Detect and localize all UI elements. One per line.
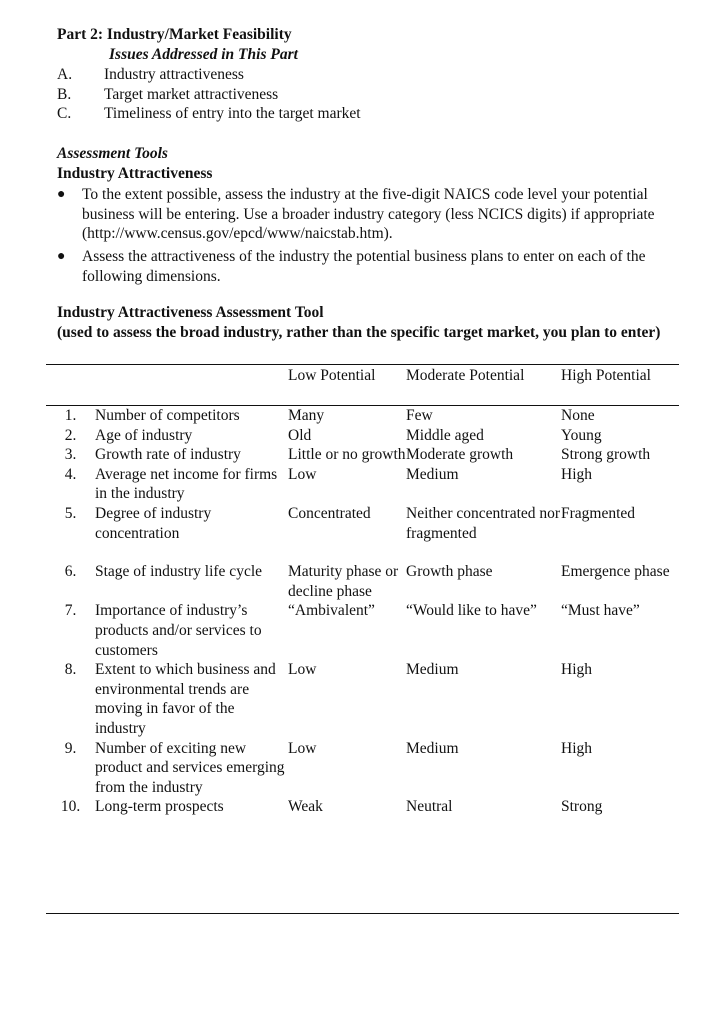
- header-high: High Potential: [561, 367, 651, 384]
- table-row: [46, 739, 679, 798]
- row-high: “Must have”: [561, 602, 640, 620]
- row-moderate: “Would like to have”: [406, 602, 537, 620]
- row-low: Little or no growth: [288, 446, 406, 464]
- table-row: [46, 406, 679, 426]
- assessment-heading: Assessment Tools: [57, 145, 168, 162]
- row-low: Old: [288, 426, 312, 444]
- table-row: [46, 601, 679, 660]
- table-row: [46, 504, 679, 543]
- row-dimension: Number of competitors: [95, 407, 240, 424]
- list-item-text: Timeliness of entry into the target market: [104, 105, 361, 122]
- tool-title-line1: Industry Attractiveness Assessment Tool: [57, 304, 324, 321]
- tool-title: [57, 303, 677, 342]
- table-spacer: [46, 543, 679, 562]
- row-dimension: Extent to which business and environmental trends are moving in favor of the industry: [95, 661, 276, 737]
- row-low: Low: [288, 739, 317, 757]
- list-item-letter: B.: [57, 86, 72, 103]
- row-number: 7.: [64, 602, 77, 620]
- assessment-table: [46, 366, 679, 817]
- row-low: Low: [288, 465, 317, 483]
- row-dimension: Age of industry: [95, 426, 193, 444]
- row-low: Concentrated: [288, 504, 371, 522]
- row-dimension: Degree of industry concentration: [95, 504, 212, 542]
- row-low: Weak: [288, 798, 323, 816]
- row-moderate: Neither concentrated nor fragmented: [406, 504, 561, 542]
- row-dimension: Growth rate of industry: [95, 446, 241, 464]
- table-row: [46, 426, 679, 446]
- bullet-text: To the extent possible, assess the industry at the five-digit NAICS code level your potential business will be entering. Use a broader industry category (less NCICS digits) if appropriate (http://www.census.gov/epcd/www/naicstab.htm).: [82, 186, 655, 243]
- bullet-item: [57, 185, 677, 245]
- row-dimension: Importance of industry’s products and/or services to customers: [95, 602, 262, 659]
- row-moderate: Few: [406, 407, 433, 424]
- list-item-letter: C.: [57, 105, 72, 122]
- row-number: 1.: [64, 407, 77, 424]
- row-moderate: Neutral: [406, 798, 453, 816]
- header-blank: [95, 366, 288, 406]
- row-dimension: Stage of industry life cycle: [95, 563, 263, 581]
- header-blank: [46, 366, 95, 406]
- row-moderate: Middle aged: [406, 426, 484, 444]
- row-dimension: Long-term prospects: [95, 798, 224, 816]
- spacer-cell: [46, 543, 679, 562]
- row-moderate: Growth phase: [406, 563, 493, 581]
- table-row: [46, 562, 679, 601]
- list-item-text: Industry attractiveness: [104, 66, 244, 83]
- bullet-text: Assess the attractiveness of the industry the potential business plans to enter on each of the following dimensions.: [82, 248, 646, 285]
- row-number: 6.: [64, 563, 77, 581]
- list-item-text: Target market attractiveness: [104, 86, 279, 103]
- row-number: 2.: [64, 426, 77, 444]
- row-low: Many: [288, 407, 325, 424]
- row-high: High: [561, 661, 592, 679]
- row-low: Maturity phase or decline phase: [288, 563, 399, 600]
- bullet-icon: ●: [57, 249, 66, 264]
- row-moderate: Moderate growth: [406, 446, 514, 464]
- table-row: [46, 445, 679, 465]
- row-high: High: [561, 739, 592, 757]
- header-low: Low Potential: [288, 367, 376, 384]
- row-number: 9.: [64, 739, 77, 757]
- table-row: [46, 660, 679, 738]
- row-high: Emergence phase: [561, 563, 670, 581]
- table-row: [46, 465, 679, 504]
- row-moderate: Medium: [406, 661, 459, 679]
- row-number: 3.: [64, 446, 77, 464]
- table-header-row: [46, 366, 679, 406]
- row-high: Strong: [561, 798, 603, 816]
- row-high: Young: [561, 426, 602, 444]
- table-top-rule: [46, 364, 679, 365]
- row-low: “Ambivalent”: [288, 602, 375, 620]
- row-high: High: [561, 465, 592, 483]
- row-moderate: Medium: [406, 465, 459, 483]
- list-item-letter: A.: [57, 66, 73, 83]
- row-dimension: Average net income for firms in the industry: [95, 465, 278, 503]
- tool-title-line2: (used to assess the broad industry, rather than the specific target market, you plan to enter): [57, 323, 661, 341]
- issues-heading: Issues Addressed in This Part: [109, 46, 298, 63]
- row-moderate: Medium: [406, 739, 459, 757]
- table-bottom-rule: [46, 913, 679, 914]
- assessment-subheading: Industry Attractiveness: [57, 165, 213, 182]
- row-number: 10.: [60, 798, 81, 816]
- row-high: Fragmented: [561, 504, 636, 522]
- row-number: 4.: [64, 465, 77, 483]
- header-moderate: Moderate Potential: [406, 367, 525, 384]
- row-number: 5.: [64, 504, 77, 522]
- row-number: 8.: [64, 661, 77, 679]
- table-row: [46, 797, 679, 817]
- part-title: Part 2: Industry/Market Feasibility: [57, 26, 292, 43]
- row-high: Strong growth: [561, 446, 651, 464]
- row-dimension: Number of exciting new product and services emerging from the industry: [95, 739, 285, 796]
- bullet-icon: ●: [57, 187, 66, 202]
- bullet-item: [57, 247, 677, 287]
- row-low: Low: [288, 661, 317, 679]
- row-high: None: [561, 407, 595, 424]
